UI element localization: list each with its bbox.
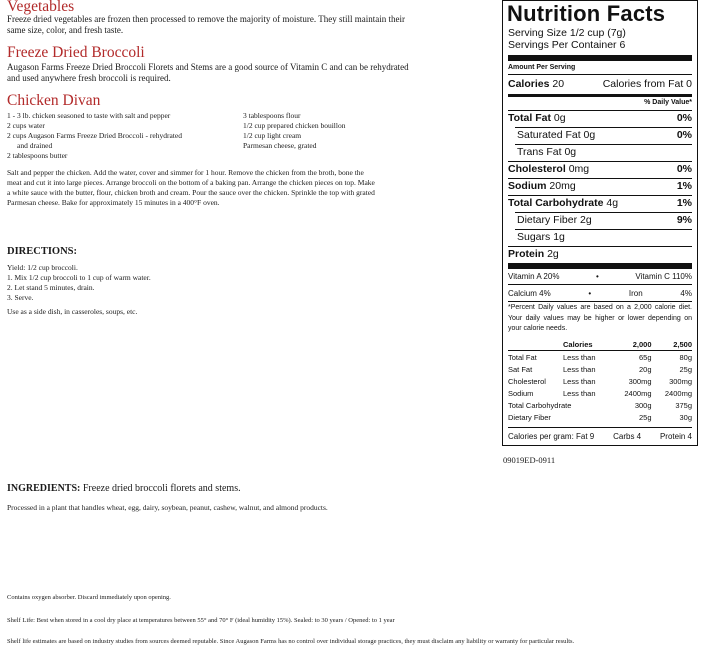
servings-per-container <box>508 39 692 51</box>
mineral-row <box>508 289 692 298</box>
iron: Iron <box>628 289 643 298</box>
dv-cell: 25g <box>679 364 692 374</box>
oxygen-absorber-note: Contains oxygen absorber. Discard immediately upon opening. <box>7 594 171 601</box>
dv-cell: Cholesterol <box>508 376 546 386</box>
bullet: • <box>596 272 599 281</box>
vitamin-row <box>508 272 692 281</box>
recipe-ingredient: 1 - 3 lb. chicken seasoned to taste with salt and pepper <box>7 111 171 120</box>
serving-size <box>508 27 692 39</box>
recipe-ingredients-left <box>7 111 237 161</box>
bullet: • <box>588 289 592 298</box>
nutrient-row-protein <box>508 248 692 260</box>
broccoli-heading: Freeze Dried Broccoli <box>7 44 145 61</box>
divider-thin <box>508 301 692 302</box>
nutrient-row-sugars <box>517 231 692 243</box>
dv-cell: 25g <box>638 412 652 422</box>
dv-col-header: 2,000 <box>632 339 652 349</box>
recipe-ingredient: 2 cups water <box>7 121 45 130</box>
calcium: Calcium 4% <box>508 289 551 298</box>
daily-value-header-text: % Daily Value* <box>644 99 692 106</box>
divider-thin <box>515 144 692 145</box>
nutrient-row-cholesterol <box>508 163 692 175</box>
nutrient-dv: 0% <box>676 112 692 124</box>
nutrient-row-saturated-fat <box>517 129 692 141</box>
divider-thin <box>508 74 692 75</box>
dv-cell: 2400mg <box>664 388 692 398</box>
amount-per-serving <box>508 64 692 71</box>
dv-cell: Sat Fat <box>508 364 533 374</box>
serving-size-text: Serving Size 1/2 cup (7g) <box>508 27 626 39</box>
directions-line: Yield: 1/2 cup broccoli. <box>7 263 78 272</box>
nutrient-amount: 2g <box>580 214 592 226</box>
nutrient-dv: 1% <box>676 197 692 209</box>
dv-col-header: 2,500 <box>673 339 692 349</box>
directions-list <box>7 263 151 303</box>
vegetables-line-2: same size, color, and fresh taste. <box>7 25 124 35</box>
directions-heading: DIRECTIONS: <box>7 246 78 257</box>
nutrient-row-dietary-fiber <box>517 214 692 226</box>
dv-col-header: Calories <box>563 339 593 349</box>
dv-cell: Less than <box>563 364 596 374</box>
dv-table-row <box>508 399 692 411</box>
dv-cell: Total Fat <box>508 352 537 362</box>
nutrient-dv: 9% <box>676 214 692 226</box>
dv-table-header <box>508 338 692 351</box>
nutrient-label: Dietary Fiber <box>517 214 578 226</box>
broccoli-line-1: Augason Farms Freeze Dried Broccoli Florets and Stems are a good source of Vitamin C and can be rehydrated <box>7 62 409 72</box>
nutrient-amount: 1g <box>553 231 565 243</box>
dv-cell: Sodium <box>508 388 534 398</box>
recipe-ingredient: 1/2 cup light cream <box>243 131 302 140</box>
directions-line: 1. Mix 1/2 cup broccoli to 1 cup of warm water. <box>7 273 151 282</box>
divider-thin <box>515 212 692 213</box>
directions-use: Use as a side dish, in casseroles, soups, etc. <box>7 307 138 316</box>
divider-thin <box>508 284 692 285</box>
recipe-ingredient: and drained <box>17 141 53 150</box>
recipe-step-line: a white sauce with the butter, flour, chicken broth and cream. Pour the sauce over the chicken. Sprinkle the top with grated <box>7 188 375 197</box>
allergen-statement: Processed in a plant that handles wheat, egg, dairy, soybean, peanut, cashew, walnut, and almond products. <box>7 503 328 512</box>
divider-thin <box>508 110 692 111</box>
recipe-ingredient: 2 tablespoons butter <box>7 151 68 160</box>
nutrient-label: Saturated Fat <box>517 129 581 141</box>
dv-table-row <box>508 375 692 387</box>
dv-cell: 300mg <box>628 376 652 386</box>
divider-thin <box>508 161 692 162</box>
divider-medium <box>508 94 692 97</box>
vitamin-a: Vitamin A 20% <box>508 272 560 281</box>
dv-table-row <box>508 387 692 399</box>
nutrient-dv: 1% <box>676 180 692 192</box>
disclaimer-note: Shelf life estimates are based on industry studies from sources deemed reputable. Since Augason Farms has no control over individual storage practices, they must disclaim any liability or warranty for particular results. <box>7 638 575 645</box>
dv-cell: 80g <box>679 352 692 362</box>
dv-cell: Total Carbohydrate <box>508 400 572 410</box>
nutrient-amount: 0g <box>564 146 577 158</box>
dv-cell: 300mg <box>669 376 692 386</box>
dv-cell: Less than <box>563 388 596 398</box>
recipe-step-line: meat and cut it into large pieces. Arrange broccoli on the bottom of a baking pan. Arrange the chicken pieces on top. Make <box>7 178 375 187</box>
dv-cell: 375g <box>675 400 692 410</box>
divider-thin <box>508 427 692 428</box>
nutrient-label: Total Carbohydrate <box>508 197 604 209</box>
calories-from-fat: Calories from Fat 0 <box>602 78 692 90</box>
dv-table-row <box>508 351 692 363</box>
nutrient-dv: 0% <box>676 129 692 141</box>
divider-thin <box>508 246 692 247</box>
servings-per-container-text: Servings Per Container 6 <box>508 39 626 51</box>
calories-row <box>508 78 692 90</box>
cal-per-gram-fat: Calories per gram: Fat 9 <box>508 432 595 441</box>
nutrition-facts-panel <box>502 0 698 446</box>
recipe-steps <box>7 168 497 208</box>
amount-per-serving-text: Amount Per Serving <box>508 64 576 71</box>
divider-thick <box>508 263 692 269</box>
dv-reference-table <box>508 338 692 423</box>
recipe-heading: Chicken Divan <box>7 92 101 109</box>
nutrient-amount: 4g <box>606 197 619 209</box>
nutrient-label: Sugars <box>517 231 551 243</box>
dv-cell: Dietary Fiber <box>508 412 551 422</box>
nutrient-label: Cholesterol <box>508 163 566 175</box>
ingredients-label: INGREDIENTS: <box>7 483 81 494</box>
divider-thin <box>515 229 692 230</box>
vegetables-heading: Vegetables <box>7 0 75 15</box>
nutrient-amount: 0mg <box>568 163 590 175</box>
calories-label: Calories <box>508 78 550 90</box>
nutrition-title: Nutrition Facts <box>507 1 666 26</box>
divider-thin <box>508 195 692 196</box>
calories-per-gram-row <box>508 432 692 441</box>
directions-line: 3. Serve. <box>7 293 34 302</box>
recipe-ingredient: 1/2 cup prepared chicken bouillon <box>243 121 346 130</box>
ingredients-line <box>7 483 241 494</box>
nutrient-label: Protein <box>508 248 545 260</box>
dv-cell: Less than <box>563 352 596 362</box>
nutrient-amount: 20mg <box>549 180 576 192</box>
nutrient-amount: 2g <box>547 248 559 260</box>
dv-cell: 30g <box>679 412 692 422</box>
dv-table-row <box>508 411 692 423</box>
dv-cell: 2400mg <box>624 388 652 398</box>
nutrient-row-total-fat <box>508 112 692 124</box>
dv-footnote: *Percent Daily values are based on a 2,000 calorie diet. Your daily values may be higher or lower depending on your calorie needs. <box>508 304 692 332</box>
nutrient-row-total-carbohydrate <box>508 197 692 209</box>
vitamin-c: Vitamin C 110% <box>635 272 692 281</box>
dv-cell: 20g <box>638 364 652 374</box>
dv-cell: 65g <box>638 352 652 362</box>
nutrient-amount: 0g <box>553 112 566 124</box>
nutrient-label: Trans Fat <box>517 146 562 158</box>
divider-thick <box>508 55 692 61</box>
recipe-ingredient: 2 cups Augason Farms Freeze Dried Broccoli - rehydrated <box>7 131 182 140</box>
product-code: 09019ED-0911 <box>503 455 556 465</box>
recipe-step-line: Salt and pepper the chicken. Add the water, cover and simmer for 1 hour. Remove the chicken from the broth, bone the <box>7 168 364 177</box>
nutrient-amount: 0g <box>583 129 596 141</box>
daily-value-header <box>508 99 692 106</box>
vegetables-line-1: Freeze dried vegetables are frozen then processed to remove the majority of moisture. They still maintain their <box>7 14 405 24</box>
cal-per-gram-carbs: Carbs 4 <box>613 432 642 441</box>
dv-table-row <box>508 363 692 375</box>
divider-thin <box>508 178 692 179</box>
nutrient-dv: 0% <box>676 163 692 175</box>
nutrient-row-sodium <box>508 180 692 192</box>
nutrient-label: Total Fat <box>508 112 551 124</box>
calories-value: 20 <box>552 78 565 90</box>
recipe-step-line: Parmesan cheese. Bake for approximately 15 minutes in a 400°F oven. <box>7 198 220 207</box>
broccoli-line-2: and used anywhere fresh broccoli is required. <box>7 73 171 83</box>
divider-thin <box>515 127 692 128</box>
recipe-ingredients-right <box>243 111 443 151</box>
ingredients-text: Freeze dried broccoli florets and stems. <box>80 483 241 494</box>
nutrient-label: Sodium <box>508 180 547 192</box>
recipe-ingredient: Parmesan cheese, grated <box>243 141 317 150</box>
recipe-ingredient: 3 tablespoons flour <box>243 111 301 120</box>
iron-pct: 4% <box>680 289 692 298</box>
dv-cell: 300g <box>634 400 652 410</box>
dv-cell: Less than <box>563 376 596 386</box>
directions-line: 2. Let stand 5 minutes, drain. <box>7 283 95 292</box>
cal-per-gram-protein: Protein 4 <box>659 432 692 441</box>
shelf-life-note: Shelf Life: Best when stored in a cool dry place at temperatures between 55° and 70° F (ideal humidity 15%). Sealed: to 30 years / Opened: to 1 year <box>7 617 395 624</box>
nutrient-row-trans-fat <box>517 146 692 158</box>
